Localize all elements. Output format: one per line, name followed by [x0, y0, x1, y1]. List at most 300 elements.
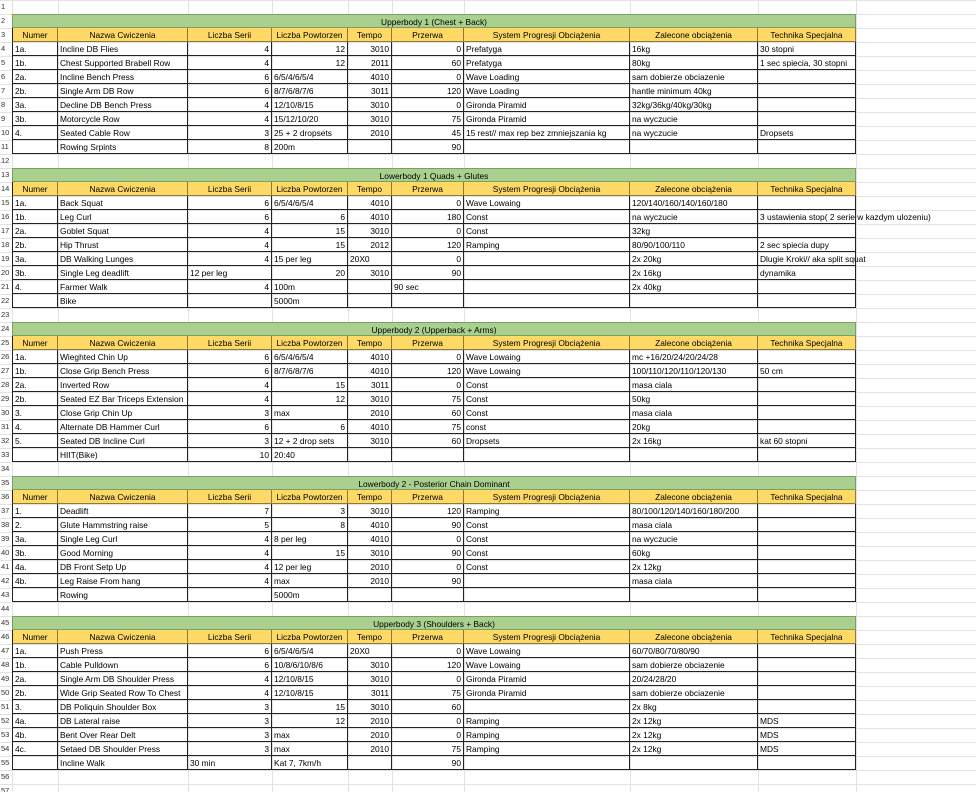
table-cell[interactable]: 2x 12kg	[630, 714, 758, 728]
table-cell[interactable]: 75	[392, 112, 464, 126]
table-cell[interactable]: 2010	[348, 728, 392, 742]
table-cell[interactable]: 16kg	[630, 42, 758, 56]
table-cell[interactable]: Single Arm DB Row	[58, 84, 188, 98]
table-cell[interactable]: 3011	[348, 378, 392, 392]
table-cell[interactable]: 8/7/6/8/7/6	[272, 364, 348, 378]
table-cell[interactable]	[758, 644, 856, 658]
table-cell[interactable]: 5000m	[272, 294, 348, 308]
table-cell[interactable]: 2x 40kg	[630, 280, 758, 294]
header-cell[interactable]: Liczba Serii	[188, 630, 272, 644]
table-cell[interactable]: 2a.	[12, 672, 58, 686]
table-cell[interactable]	[464, 266, 630, 280]
table-cell[interactable]: 3	[272, 504, 348, 518]
table-cell[interactable]: 3010	[348, 266, 392, 280]
table-cell[interactable]: 75	[392, 742, 464, 756]
header-cell[interactable]: Technika Specjalna	[758, 490, 856, 504]
table-cell[interactable]: 15	[272, 700, 348, 714]
table-cell[interactable]: 15	[272, 546, 348, 560]
table-cell[interactable]: masa ciala	[630, 518, 758, 532]
table-cell[interactable]: 120	[392, 238, 464, 252]
table-cell[interactable]: 4	[188, 392, 272, 406]
table-cell[interactable]	[758, 448, 856, 462]
header-cell[interactable]: Tempo	[348, 28, 392, 42]
table-cell[interactable]: 0	[392, 42, 464, 56]
table-cell[interactable]: 6	[188, 70, 272, 84]
table-cell[interactable]: 4a.	[12, 714, 58, 728]
table-cell[interactable]: 90	[392, 140, 464, 154]
table-cell[interactable]	[758, 84, 856, 98]
table-cell[interactable]: 8	[272, 518, 348, 532]
table-cell[interactable]: Decline DB Bench Press	[58, 98, 188, 112]
table-cell[interactable]: 180	[392, 210, 464, 224]
table-cell[interactable]: Const	[464, 546, 630, 560]
table-cell[interactable]: max	[272, 574, 348, 588]
table-cell[interactable]: 10/8/6/10/8/6	[272, 658, 348, 672]
row-number-cell[interactable]	[0, 770, 12, 784]
table-cell[interactable]: Const	[464, 560, 630, 574]
table-cell[interactable]: 60/70/80/70/80/90	[630, 644, 758, 658]
table-cell[interactable]	[758, 406, 856, 420]
table-cell[interactable]: 6	[188, 364, 272, 378]
table-cell[interactable]: 3	[188, 126, 272, 140]
table-cell[interactable]	[758, 112, 856, 126]
table-cell[interactable]: max	[272, 742, 348, 756]
table-cell[interactable]: 3b.	[12, 112, 58, 126]
table-cell[interactable]: 2 sec spiecia dupy	[758, 238, 856, 252]
table-cell[interactable]	[630, 756, 758, 770]
table-cell[interactable]: sam dobierze obciazenie	[630, 70, 758, 84]
table-cell[interactable]: 6	[188, 644, 272, 658]
header-cell[interactable]: Przerwa	[392, 336, 464, 350]
table-cell[interactable]: Leg Curl	[58, 210, 188, 224]
table-cell[interactable]: 2.	[12, 518, 58, 532]
table-cell[interactable]: Dropsets	[464, 434, 630, 448]
table-cell[interactable]: 0	[392, 714, 464, 728]
table-cell[interactable]: 120/140/160/140/160/180	[630, 196, 758, 210]
table-cell[interactable]: mc +16/20/24/20/24/28	[630, 350, 758, 364]
table-cell[interactable]	[758, 70, 856, 84]
table-cell[interactable]: 12	[272, 42, 348, 56]
table-cell[interactable]: 3	[188, 700, 272, 714]
header-cell[interactable]: Numer	[12, 490, 58, 504]
table-cell[interactable]: 2010	[348, 574, 392, 588]
table-cell[interactable]: 3010	[348, 434, 392, 448]
table-cell[interactable]: 4	[188, 98, 272, 112]
table-cell[interactable]: 90	[392, 546, 464, 560]
table-cell[interactable]: 1 sec spiecia, 30 stopni	[758, 56, 856, 70]
table-cell[interactable]: 4	[188, 56, 272, 70]
table-cell[interactable]: 25 + 2 dropsets	[272, 126, 348, 140]
table-cell[interactable]: Good Morning	[58, 546, 188, 560]
table-cell[interactable]: 3 ustawienia stop( 2 serie w kazdym ulozeniu)	[760, 212, 931, 222]
table-cell[interactable]: 4010	[348, 532, 392, 546]
table-cell[interactable]: Bike	[58, 294, 188, 308]
table-cell[interactable]: 4	[188, 112, 272, 126]
table-cell[interactable]: 4	[188, 42, 272, 56]
table-cell[interactable]: Single Leg deadlift	[58, 266, 188, 280]
header-cell[interactable]: Zalecone obciążenia	[630, 28, 758, 42]
table-cell[interactable]	[12, 294, 58, 308]
table-cell[interactable]: Inverted Row	[58, 378, 188, 392]
table-cell[interactable]	[464, 280, 630, 294]
table-cell[interactable]: 2010	[348, 742, 392, 756]
table-cell[interactable]: Wave Lowaing	[464, 658, 630, 672]
table-cell[interactable]: 12 + 2 drop sets	[272, 434, 348, 448]
table-cell[interactable]: 1a.	[12, 644, 58, 658]
table-cell[interactable]	[392, 588, 464, 602]
table-cell[interactable]: Glute Hammstring raise	[58, 518, 188, 532]
table-cell[interactable]: Const	[464, 224, 630, 238]
table-cell[interactable]	[464, 140, 630, 154]
table-cell[interactable]	[392, 448, 464, 462]
table-cell[interactable]: 2a.	[12, 378, 58, 392]
table-cell[interactable]	[758, 420, 856, 434]
table-cell[interactable]: 20kg	[630, 420, 758, 434]
row-number-cell[interactable]	[0, 308, 12, 322]
table-cell[interactable]	[630, 294, 758, 308]
table-cell[interactable]	[348, 588, 392, 602]
table-cell[interactable]: Seated EZ Bar Triceps Extension	[58, 392, 188, 406]
table-cell[interactable]: hantle minimum 40kg	[630, 84, 758, 98]
table-cell[interactable]: Const	[464, 518, 630, 532]
table-cell[interactable]: 0	[392, 728, 464, 742]
table-cell[interactable]: 15 rest// max rep bez zmniejszania kg	[464, 126, 630, 140]
table-cell[interactable]: Const	[464, 210, 630, 224]
table-cell[interactable]	[758, 700, 856, 714]
table-cell[interactable]: Gironda Piramid	[464, 98, 630, 112]
table-cell[interactable]: 1b.	[12, 56, 58, 70]
header-cell[interactable]: Zalecone obciążenia	[630, 630, 758, 644]
header-cell[interactable]: Liczba Powtorzen	[272, 28, 348, 42]
table-cell[interactable]: 3010	[348, 392, 392, 406]
table-cell[interactable]: DB Walking Lunges	[58, 252, 188, 266]
header-cell[interactable]: Nazwa Cwiczenia	[58, 182, 188, 196]
table-cell[interactable]: Back Squat	[58, 196, 188, 210]
table-cell[interactable]: 3010	[348, 224, 392, 238]
table-cell[interactable]: 12/10/8/15	[272, 98, 348, 112]
table-cell[interactable]	[464, 700, 630, 714]
table-cell[interactable]: 1b.	[12, 210, 58, 224]
table-cell[interactable]: 4.	[12, 126, 58, 140]
table-cell[interactable]	[758, 224, 856, 238]
table-cell[interactable]: 3b.	[12, 266, 58, 280]
table-cell[interactable]: Incline Bench Press	[58, 70, 188, 84]
table-cell[interactable]: 30 min	[188, 756, 272, 770]
table-cell[interactable]: 100/110/120/110/120/130	[630, 364, 758, 378]
table-cell[interactable]: 6	[188, 196, 272, 210]
table-cell[interactable]: Ramping	[464, 238, 630, 252]
table-cell[interactable]: 4b.	[12, 574, 58, 588]
header-cell[interactable]: Przerwa	[392, 28, 464, 42]
table-cell[interactable]: Incline DB Flies	[58, 42, 188, 56]
table-cell[interactable]	[464, 588, 630, 602]
header-cell[interactable]: Liczba Serii	[188, 336, 272, 350]
table-cell[interactable]: 0	[392, 532, 464, 546]
table-cell[interactable]: 1b.	[12, 364, 58, 378]
table-cell[interactable]: DB Front Setp Up	[58, 560, 188, 574]
table-cell[interactable]: 0	[392, 70, 464, 84]
table-cell[interactable]: Rowing Srpints	[58, 140, 188, 154]
header-cell[interactable]: Przerwa	[392, 182, 464, 196]
table-cell[interactable]: 20/24/28/20	[630, 672, 758, 686]
table-cell[interactable]	[758, 392, 856, 406]
table-cell[interactable]: 6/5/4/6/5/4	[272, 196, 348, 210]
table-cell[interactable]: Wave Loading	[464, 84, 630, 98]
table-cell[interactable]: 12	[272, 56, 348, 70]
header-cell[interactable]: Zalecone obciążenia	[630, 336, 758, 350]
table-cell[interactable]	[758, 504, 856, 518]
table-cell[interactable]: 6	[272, 210, 348, 224]
table-cell[interactable]: 8 per leg	[272, 532, 348, 546]
table-cell[interactable]: 15/12/10/20	[272, 112, 348, 126]
table-cell[interactable]: 2011	[348, 56, 392, 70]
table-cell[interactable]: Const	[464, 378, 630, 392]
table-cell[interactable]: 1a.	[12, 350, 58, 364]
table-cell[interactable]: 6	[188, 420, 272, 434]
table-cell[interactable]: 3010	[348, 672, 392, 686]
table-cell[interactable]	[12, 588, 58, 602]
header-cell[interactable]: Tempo	[348, 336, 392, 350]
table-cell[interactable]: 4	[188, 546, 272, 560]
table-cell[interactable]: Alternate DB Hammer Curl	[58, 420, 188, 434]
table-cell[interactable]: 4010	[348, 210, 392, 224]
table-cell[interactable]: 2x 12kg	[630, 742, 758, 756]
table-cell[interactable]: Gironda Piramid	[464, 686, 630, 700]
table-cell[interactable]	[630, 448, 758, 462]
table-cell[interactable]: Ramping	[464, 742, 630, 756]
table-cell[interactable]	[464, 756, 630, 770]
header-cell[interactable]: Liczba Powtorzen	[272, 630, 348, 644]
header-cell[interactable]: Technika Specjalna	[758, 630, 856, 644]
table-cell[interactable]: 3010	[348, 42, 392, 56]
table-cell[interactable]: 90 sec	[392, 280, 464, 294]
table-cell[interactable]: 4	[188, 574, 272, 588]
table-cell[interactable]: 12/10/8/15	[272, 686, 348, 700]
table-cell[interactable]: Const	[464, 406, 630, 420]
header-cell[interactable]: Nazwa Cwiczenia	[58, 630, 188, 644]
table-cell[interactable]	[758, 686, 856, 700]
table-cell[interactable]: 2010	[348, 714, 392, 728]
table-cell[interactable]: 0	[392, 644, 464, 658]
table-cell[interactable]: 3	[188, 728, 272, 742]
table-cell[interactable]: sam dobierze obciazenie	[630, 658, 758, 672]
table-cell[interactable]: 3	[188, 434, 272, 448]
table-cell[interactable]: 3010	[348, 504, 392, 518]
table-cell[interactable]: DB Lateral raise	[58, 714, 188, 728]
table-cell[interactable]: 3a.	[12, 532, 58, 546]
table-cell[interactable]: 0	[392, 98, 464, 112]
table-cell[interactable]: HIIT(Bike)	[58, 448, 188, 462]
table-cell[interactable]	[348, 140, 392, 154]
table-cell[interactable]: 2b.	[12, 238, 58, 252]
table-cell[interactable]	[188, 294, 272, 308]
table-cell[interactable]: 2x 16kg	[630, 434, 758, 448]
table-cell[interactable]: 1b.	[12, 658, 58, 672]
table-cell[interactable]: 3010	[348, 700, 392, 714]
table-cell[interactable]: 120	[392, 84, 464, 98]
table-cell[interactable]: 2a.	[12, 224, 58, 238]
table-cell[interactable]: 15 per leg	[272, 252, 348, 266]
table-cell[interactable]: Deadlift	[58, 504, 188, 518]
table-cell[interactable]: 4b.	[12, 728, 58, 742]
table-cell[interactable]: 20X0	[348, 252, 392, 266]
table-cell[interactable]: 200m	[272, 140, 348, 154]
table-cell[interactable]: Ramping	[464, 504, 630, 518]
table-cell[interactable]: 20X0	[348, 644, 392, 658]
table-cell[interactable]	[348, 294, 392, 308]
table-cell[interactable]: Prefatyga	[464, 42, 630, 56]
table-cell[interactable]: 2x 12kg	[630, 728, 758, 742]
table-cell[interactable]: 6	[188, 84, 272, 98]
header-cell[interactable]: Liczba Serii	[188, 490, 272, 504]
table-cell[interactable]: 15	[272, 224, 348, 238]
table-cell[interactable]	[188, 588, 272, 602]
table-cell[interactable]: kat 60 stopni	[758, 434, 856, 448]
table-cell[interactable]: Farmer Walk	[58, 280, 188, 294]
section-title[interactable]: Upperbody 2 (Upperback + Arms)	[12, 322, 856, 336]
table-cell[interactable]: Const	[464, 532, 630, 546]
table-cell[interactable]: 3.	[12, 406, 58, 420]
table-cell[interactable]: 0	[392, 196, 464, 210]
table-cell[interactable]: 0	[392, 378, 464, 392]
table-cell[interactable]	[758, 378, 856, 392]
table-cell[interactable]	[758, 588, 856, 602]
table-cell[interactable]: Incline Walk	[58, 756, 188, 770]
table-cell[interactable]: MDS	[758, 714, 856, 728]
table-cell[interactable]: 3	[188, 714, 272, 728]
table-cell[interactable]: 4	[188, 672, 272, 686]
table-cell[interactable]: 50kg	[630, 392, 758, 406]
table-cell[interactable]: 5000m	[272, 588, 348, 602]
table-cell[interactable]: 3	[188, 742, 272, 756]
table-cell[interactable]: 6/5/4/6/5/4	[272, 644, 348, 658]
table-cell[interactable]: 4	[188, 238, 272, 252]
row-number-cell[interactable]	[0, 0, 12, 14]
table-cell[interactable]: 6/5/4/6/5/4	[272, 350, 348, 364]
table-cell[interactable]: 3011	[348, 686, 392, 700]
table-cell[interactable]: 4010	[348, 196, 392, 210]
table-cell[interactable]: 3.	[12, 700, 58, 714]
header-cell[interactable]: Nazwa Cwiczenia	[58, 490, 188, 504]
table-cell[interactable]: 3010	[348, 112, 392, 126]
table-cell[interactable]: Prefatyga	[464, 56, 630, 70]
table-cell[interactable]: 2012	[348, 238, 392, 252]
table-cell[interactable]: 2a.	[12, 70, 58, 84]
table-cell[interactable]: max	[272, 728, 348, 742]
table-cell[interactable]: 10	[188, 448, 272, 462]
table-cell[interactable]: Motorcycle Row	[58, 112, 188, 126]
table-cell[interactable]: 90	[392, 574, 464, 588]
header-cell[interactable]: System Progresji Obciążenia	[464, 630, 630, 644]
table-cell[interactable]: Push Press	[58, 644, 188, 658]
table-cell[interactable]: 2b.	[12, 392, 58, 406]
table-cell[interactable]: 60	[392, 434, 464, 448]
table-cell[interactable]: max	[272, 406, 348, 420]
table-cell[interactable]: 2x 20kg	[630, 252, 758, 266]
table-cell[interactable]: 3a.	[12, 98, 58, 112]
table-cell[interactable]: Wave Lowaing	[464, 350, 630, 364]
table-cell[interactable]: masa ciala	[630, 574, 758, 588]
table-cell[interactable]: na wyczucie	[630, 532, 758, 546]
table-cell[interactable]: 4	[188, 280, 272, 294]
header-cell[interactable]: Tempo	[348, 490, 392, 504]
table-cell[interactable]: 4.	[12, 280, 58, 294]
table-cell[interactable]: masa ciala	[630, 378, 758, 392]
table-cell[interactable]	[392, 294, 464, 308]
table-cell[interactable]: 2x 8kg	[630, 700, 758, 714]
table-cell[interactable]: 3010	[348, 658, 392, 672]
table-cell[interactable]: 4	[188, 224, 272, 238]
table-cell[interactable]: 1a.	[12, 196, 58, 210]
table-cell[interactable]: 4c.	[12, 742, 58, 756]
table-cell[interactable]	[758, 350, 856, 364]
table-cell[interactable]: 4	[188, 560, 272, 574]
table-cell[interactable]: Seated DB Incline Curl	[58, 434, 188, 448]
table-cell[interactable]	[758, 140, 856, 154]
table-cell[interactable]: 120	[392, 364, 464, 378]
header-cell[interactable]: Technika Specjalna	[758, 182, 856, 196]
section-title[interactable]: Lowerbody 1 Quads + Glutes	[12, 168, 856, 182]
table-cell[interactable]: 4010	[348, 518, 392, 532]
table-cell[interactable]: 75	[392, 420, 464, 434]
table-cell[interactable]: 120	[392, 658, 464, 672]
table-cell[interactable]: Ramping	[464, 714, 630, 728]
table-cell[interactable]: 1.	[12, 504, 58, 518]
header-cell[interactable]: Nazwa Cwiczenia	[58, 28, 188, 42]
header-cell[interactable]: Nazwa Cwiczenia	[58, 336, 188, 350]
table-cell[interactable]: 60kg	[630, 546, 758, 560]
table-cell[interactable]: dynamika	[758, 266, 856, 280]
header-cell[interactable]: Liczba Serii	[188, 28, 272, 42]
table-cell[interactable]: Rowing	[58, 588, 188, 602]
table-cell[interactable]: Ramping	[464, 728, 630, 742]
table-cell[interactable]: 90	[392, 518, 464, 532]
table-cell[interactable]: 30 stopni	[758, 42, 856, 56]
table-cell[interactable]: 7	[188, 504, 272, 518]
table-cell[interactable]: 0	[392, 224, 464, 238]
table-cell[interactable]: 4	[188, 686, 272, 700]
table-cell[interactable]: Dropsets	[758, 126, 856, 140]
table-cell[interactable]: 4a.	[12, 560, 58, 574]
table-cell[interactable]	[758, 294, 856, 308]
table-cell[interactable]: 80/100/120/140/160/180/200	[630, 504, 758, 518]
header-cell[interactable]: System Progresji Obciążenia	[464, 28, 630, 42]
header-cell[interactable]: Tempo	[348, 182, 392, 196]
table-cell[interactable]: 3011	[348, 84, 392, 98]
table-cell[interactable]: 50 cm	[758, 364, 856, 378]
table-cell[interactable]	[758, 560, 856, 574]
table-cell[interactable]: 6/5/4/6/5/4	[272, 70, 348, 84]
header-cell[interactable]: Technika Specjalna	[758, 28, 856, 42]
table-cell[interactable]: Const	[464, 392, 630, 406]
table-cell[interactable]: 75	[392, 392, 464, 406]
row-number-cell[interactable]	[0, 784, 12, 792]
row-number-cell[interactable]	[0, 602, 12, 616]
table-cell[interactable]: 0	[392, 560, 464, 574]
table-cell[interactable]: 12/10/8/15	[272, 672, 348, 686]
table-cell[interactable]: 90	[392, 756, 464, 770]
table-cell[interactable]	[758, 532, 856, 546]
table-cell[interactable]	[758, 672, 856, 686]
table-cell[interactable]: 5	[188, 518, 272, 532]
table-cell[interactable]: 12	[272, 392, 348, 406]
table-cell[interactable]: 32kg	[630, 224, 758, 238]
table-cell[interactable]: MDS	[758, 728, 856, 742]
table-cell[interactable]: 2b.	[12, 686, 58, 700]
table-cell[interactable]: 120	[392, 504, 464, 518]
table-cell[interactable]: 12 per leg	[272, 560, 348, 574]
table-cell[interactable]: Wide Grip Seated Row To Chest	[58, 686, 188, 700]
